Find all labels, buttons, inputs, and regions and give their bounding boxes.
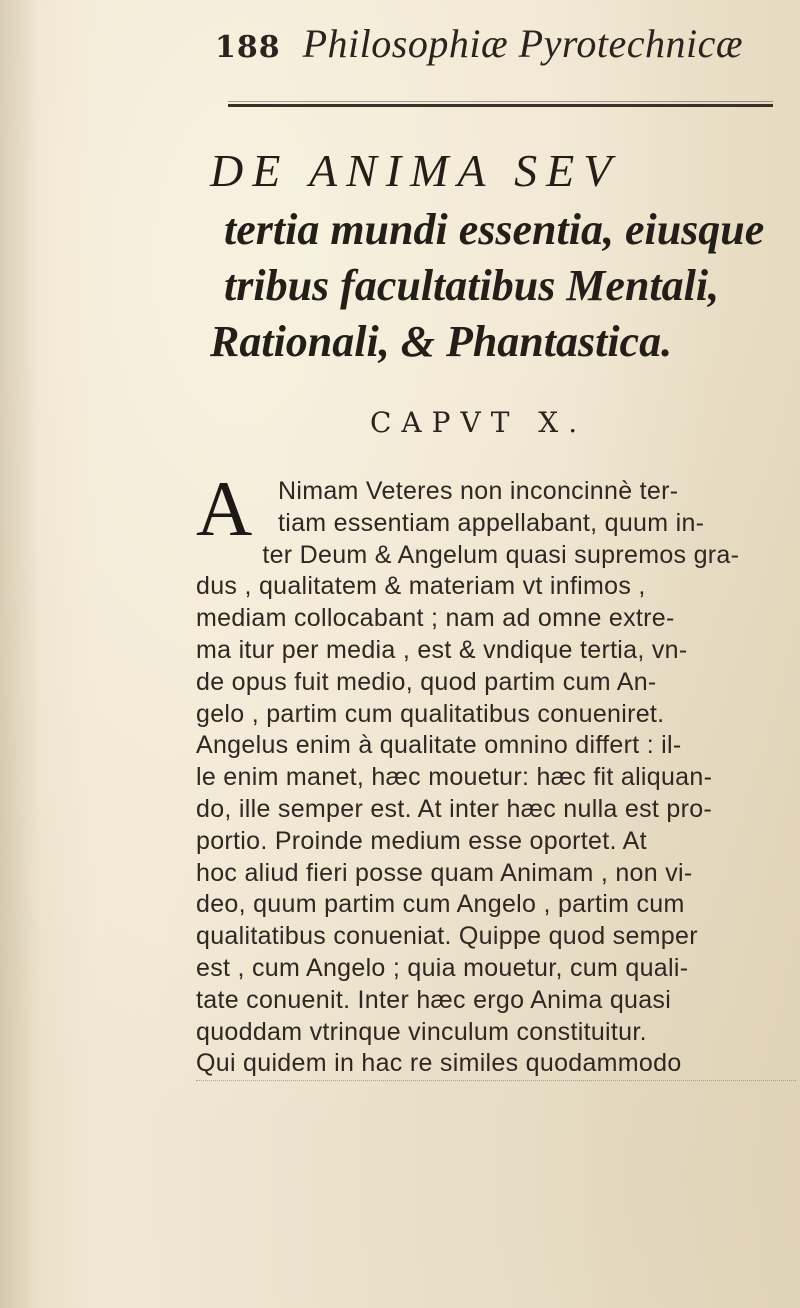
chapter-title bbox=[200, 140, 790, 370]
text-line: do, ille semper est. At inter hæc nulla est pro- bbox=[196, 794, 713, 823]
header-rule-thin bbox=[228, 101, 773, 102]
page-header bbox=[215, 20, 775, 70]
text-line: ma itur per media , est & vndique tertia, vn- bbox=[196, 635, 688, 664]
drop-cap: A bbox=[196, 465, 253, 552]
text-line: qualitatibus conueniat. Quippe quod semper bbox=[196, 922, 698, 951]
text-line: deo, quum partim cum Angelo , partim cum bbox=[196, 890, 685, 919]
title-line-4: Rationali, & Phantastica. bbox=[210, 317, 673, 366]
text-line: ter Deum & Angelum quasi supremos gra- bbox=[262, 540, 740, 569]
text-line: portio. Proinde medium esse oportet. At bbox=[196, 826, 647, 855]
title-line-2: tertia mundi essentia, eiusque bbox=[224, 205, 765, 254]
text-line: gelo , partim cum qualitatibus conueniret. bbox=[196, 699, 665, 728]
page-number: 188 bbox=[215, 30, 281, 65]
header-rule bbox=[228, 104, 773, 107]
text-line: dus , qualitatem & materiam vt infimos , bbox=[196, 572, 646, 601]
text-line: de opus fuit medio, quod partim cum An- bbox=[196, 667, 657, 696]
text-line: Angelus enim à qualitate omnino differt : il- bbox=[196, 731, 682, 760]
title-line-1: DE ANIMA SEV bbox=[210, 145, 621, 196]
text-line: Nimam Veteres non inconcinnè ter- bbox=[278, 477, 679, 505]
text-line: mediam collocabant ; nam ad omne extre- bbox=[196, 604, 675, 633]
title-line-3: tribus facultatibus Mentali, bbox=[224, 261, 720, 310]
text-line: quoddam vtrinque vinculum constituitur. bbox=[196, 1017, 647, 1046]
text-line: hoc aliud fieri posse quam Animam , non vi- bbox=[196, 858, 693, 887]
text-line: tate conuenit. Inter hæc ergo Anima quasi bbox=[196, 985, 672, 1014]
text-line: le enim manet, hæc mouetur: hæc fit aliquan- bbox=[196, 763, 713, 792]
text-line: est , cum Angelo ; quia mouetur, cum quali- bbox=[196, 953, 689, 982]
running-head: Philosophiæ Pyrotechnicæ bbox=[302, 21, 744, 66]
body-text bbox=[196, 465, 796, 1081]
text-line: Qui quidem in hac re similes quodammodo bbox=[196, 1048, 796, 1081]
text-line: tiam essentiam appellabant, quum in- bbox=[278, 508, 705, 537]
chapter-heading: CAPVT X. bbox=[370, 406, 588, 439]
gutter-shadow bbox=[0, 0, 40, 1308]
